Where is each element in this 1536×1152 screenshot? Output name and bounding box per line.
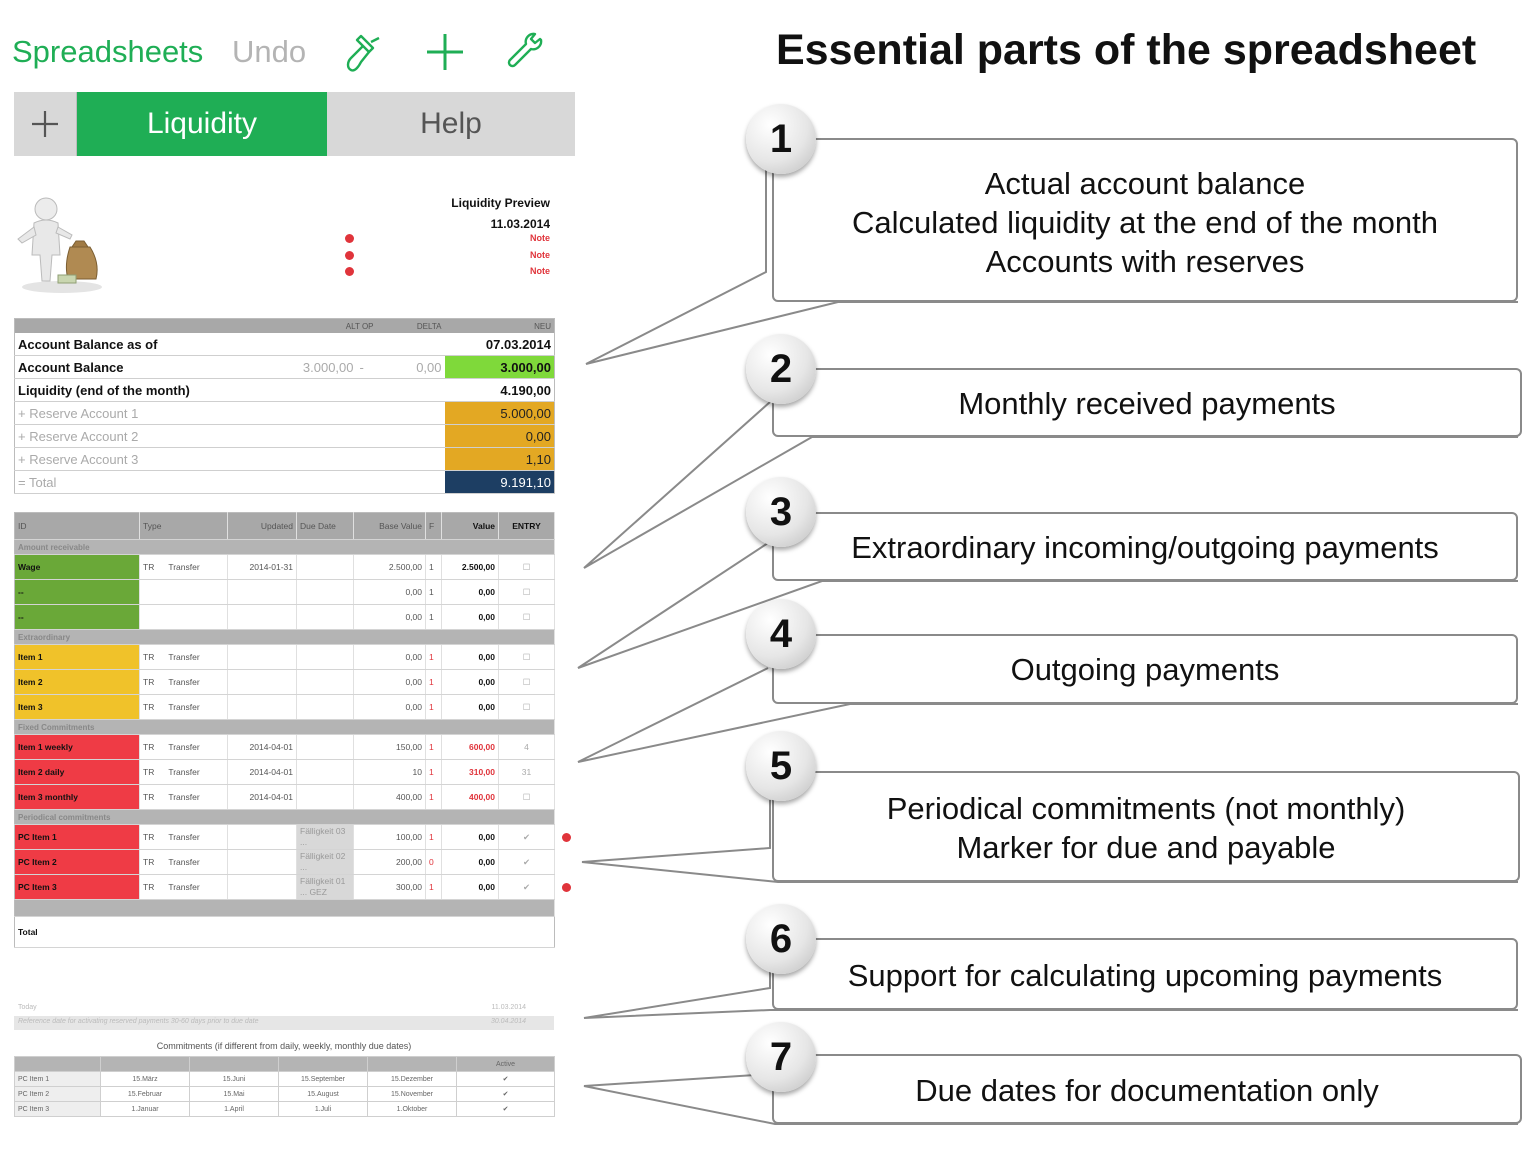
due-date-cell[interactable]: 15.August bbox=[279, 1087, 368, 1102]
badge-7: 7 bbox=[746, 1022, 816, 1092]
due-date-cell[interactable] bbox=[297, 695, 354, 720]
base-value-cell[interactable]: 100,00 bbox=[354, 825, 426, 850]
today-row bbox=[14, 1002, 554, 1016]
callout-text: Periodical commitments (not monthly) bbox=[886, 791, 1406, 826]
callout-5 bbox=[772, 771, 1520, 882]
base-value-cell[interactable]: 0,00 bbox=[354, 605, 426, 630]
today-value: 11.03.2014 bbox=[491, 1004, 526, 1011]
type-code: TR bbox=[143, 832, 155, 842]
column-header: ALT OP bbox=[277, 319, 377, 334]
type-label: Transfer bbox=[168, 677, 200, 687]
badge-4: 4 bbox=[746, 599, 816, 669]
badge-3: 3 bbox=[746, 477, 816, 547]
table-row bbox=[15, 760, 555, 785]
column-header: Value bbox=[442, 513, 499, 540]
row-label: Account Balance as of bbox=[15, 333, 277, 356]
callout-text: Extraordinary incoming/outgoing payments bbox=[851, 530, 1439, 565]
undo-button[interactable]: Undo bbox=[232, 34, 307, 69]
account-balance-table bbox=[14, 318, 555, 494]
type-label: Transfer bbox=[168, 792, 200, 802]
badge-2: 2 bbox=[746, 334, 816, 404]
table-row bbox=[15, 356, 555, 379]
reference-value: 30.04.2014 bbox=[490, 1018, 526, 1025]
liquidity-preview-date: 11.03.2014 bbox=[490, 217, 550, 231]
due-date-cell[interactable] bbox=[297, 735, 354, 760]
updated-cell[interactable] bbox=[228, 645, 297, 670]
type-cell[interactable] bbox=[140, 850, 228, 875]
due-date-cell[interactable]: 15.Juni bbox=[190, 1072, 279, 1087]
due-date-cell[interactable]: Fälligkeit 01 ... GEZ bbox=[297, 875, 354, 900]
brush-icon[interactable] bbox=[343, 32, 385, 74]
column-header: ENTRY bbox=[499, 513, 555, 540]
frequency-cell[interactable]: 1 bbox=[426, 875, 442, 900]
updated-cell[interactable]: 2014-01-31 bbox=[228, 555, 297, 580]
column-header: Base Value bbox=[354, 513, 426, 540]
entry-checkbox[interactable]: ☐ bbox=[499, 605, 555, 630]
tab-help[interactable]: Help bbox=[420, 107, 482, 140]
updated-cell[interactable] bbox=[228, 670, 297, 695]
note-label: Note bbox=[530, 233, 550, 243]
table-row bbox=[15, 695, 555, 720]
mascot-with-money-bag-image bbox=[12, 195, 112, 295]
table-row bbox=[15, 1102, 555, 1117]
column-header: Due Date bbox=[297, 513, 354, 540]
due-marker bbox=[562, 833, 571, 842]
column-header: NEU bbox=[445, 319, 555, 334]
entry-checkbox[interactable]: ✔ bbox=[499, 850, 555, 875]
column-header: ID bbox=[15, 513, 140, 540]
due-date-cell[interactable]: 1.April bbox=[190, 1102, 279, 1117]
frequency-cell[interactable]: 1 bbox=[426, 735, 442, 760]
active-checkbox[interactable]: ✔ bbox=[457, 1072, 555, 1087]
frequency-cell[interactable]: 1 bbox=[426, 605, 442, 630]
tab-liquidity[interactable]: Liquidity bbox=[77, 92, 327, 156]
row-label: + Reserve Account 3 bbox=[15, 448, 277, 471]
updated-cell[interactable]: 2014-04-01 bbox=[228, 760, 297, 785]
table-header-row bbox=[15, 319, 555, 334]
updated-cell[interactable] bbox=[228, 850, 297, 875]
frequency-cell[interactable]: 1 bbox=[426, 825, 442, 850]
base-value-cell[interactable]: 0,00 bbox=[354, 645, 426, 670]
column-header: DELTA bbox=[377, 319, 445, 334]
base-value-cell[interactable]: 0,00 bbox=[354, 670, 426, 695]
value-cell: 310,00 bbox=[442, 760, 499, 785]
reference-date-row bbox=[14, 1016, 554, 1030]
value-cell: 0,00 bbox=[442, 825, 499, 850]
value-cell: 0,00 bbox=[442, 670, 499, 695]
note-marker bbox=[345, 267, 354, 276]
table-row bbox=[15, 555, 555, 580]
type-label: Transfer bbox=[168, 857, 200, 867]
type-label: Transfer bbox=[168, 652, 200, 662]
callout-3 bbox=[772, 512, 1518, 581]
section-label: Extraordinary bbox=[15, 630, 555, 645]
type-label: Transfer bbox=[168, 832, 200, 842]
table-row bbox=[15, 333, 555, 356]
type-cell[interactable] bbox=[140, 580, 228, 605]
frequency-cell[interactable]: 1 bbox=[426, 785, 442, 810]
type-cell[interactable] bbox=[140, 555, 228, 580]
type-code: TR bbox=[143, 562, 155, 572]
frequency-cell[interactable]: 1 bbox=[426, 555, 442, 580]
badge-6: 6 bbox=[746, 904, 816, 974]
type-cell[interactable] bbox=[140, 735, 228, 760]
type-code: TR bbox=[143, 702, 155, 712]
due-date-cell[interactable] bbox=[297, 670, 354, 695]
type-cell[interactable] bbox=[140, 760, 228, 785]
commitments-caption: Commitments (if different from daily, weekly, monthly due dates) bbox=[156, 1041, 412, 1051]
base-value-cell[interactable]: 2.500,00 bbox=[354, 555, 426, 580]
column-header: Type bbox=[140, 513, 228, 540]
base-value-cell[interactable]: 0,00 bbox=[354, 580, 426, 605]
due-date-cell[interactable]: 15.März bbox=[101, 1072, 190, 1087]
table-row bbox=[15, 850, 555, 875]
item-id-cell[interactable]: Item 3 monthly bbox=[15, 785, 140, 810]
entry-checkbox[interactable]: ☐ bbox=[499, 555, 555, 580]
type-cell[interactable] bbox=[140, 645, 228, 670]
today-label: Today bbox=[18, 1004, 37, 1011]
type-code: TR bbox=[143, 652, 155, 662]
item-id-cell[interactable]: Item 3 bbox=[15, 695, 140, 720]
updated-cell[interactable] bbox=[228, 825, 297, 850]
entry-checkbox[interactable]: 4 bbox=[499, 735, 555, 760]
entry-checkbox[interactable]: ☐ bbox=[499, 580, 555, 605]
entry-checkbox[interactable]: ☐ bbox=[499, 695, 555, 720]
column-header: F bbox=[426, 513, 442, 540]
commitments-dates-table bbox=[14, 1056, 555, 1117]
add-sheet-button[interactable] bbox=[14, 92, 77, 156]
callout-1 bbox=[772, 138, 1518, 302]
base-value-cell[interactable]: 400,00 bbox=[354, 785, 426, 810]
base-value-cell[interactable]: 0,00 bbox=[354, 695, 426, 720]
note-marker bbox=[345, 234, 354, 243]
value-cell: 0,00 bbox=[442, 695, 499, 720]
item-id-cell[interactable]: Wage bbox=[15, 555, 140, 580]
total-row bbox=[15, 917, 555, 948]
table-row bbox=[15, 605, 555, 630]
spreadsheet-app bbox=[0, 0, 590, 1152]
type-cell[interactable] bbox=[140, 605, 228, 630]
entry-checkbox[interactable]: ✔ bbox=[499, 825, 555, 850]
due-date-cell[interactable] bbox=[297, 760, 354, 785]
table-row bbox=[15, 471, 555, 494]
wrench-icon[interactable] bbox=[505, 32, 547, 74]
base-value-cell[interactable]: 200,00 bbox=[354, 850, 426, 875]
due-date-cell[interactable]: 1.Oktober bbox=[368, 1102, 457, 1117]
liquidity-preview-title: Liquidity Preview bbox=[451, 196, 550, 210]
value-cell: 2.500,00 bbox=[442, 555, 499, 580]
section-header-row bbox=[15, 810, 555, 825]
table-row bbox=[15, 670, 555, 695]
value-cell: 0,00 bbox=[442, 580, 499, 605]
note-marker bbox=[345, 251, 354, 260]
value-cell: 0,00 bbox=[442, 605, 499, 630]
row-label: + Reserve Account 1 bbox=[15, 402, 277, 425]
value-cell: 0,00 bbox=[442, 645, 499, 670]
type-cell[interactable] bbox=[140, 670, 228, 695]
column-header: Updated bbox=[228, 513, 297, 540]
reserve-account-2-cell[interactable]: 0,00 bbox=[445, 425, 555, 448]
callout-text: Outgoing payments bbox=[1010, 652, 1280, 687]
item-id-cell[interactable]: PC Item 1 bbox=[15, 825, 140, 850]
item-id-cell[interactable]: -- bbox=[15, 605, 140, 630]
callout-4 bbox=[772, 634, 1518, 704]
item-id-cell[interactable]: Item 2 daily bbox=[15, 760, 140, 785]
type-label: Transfer bbox=[168, 562, 200, 572]
table-header-row bbox=[15, 513, 555, 540]
due-date-cell[interactable] bbox=[297, 785, 354, 810]
updated-cell[interactable]: 2014-04-01 bbox=[228, 785, 297, 810]
commitment-name-cell[interactable]: PC Item 3 bbox=[15, 1102, 101, 1117]
updated-cell[interactable]: 2014-04-01 bbox=[228, 735, 297, 760]
type-code: TR bbox=[143, 882, 155, 892]
type-code: TR bbox=[143, 792, 155, 802]
table-header-row bbox=[15, 1057, 555, 1072]
add-icon[interactable] bbox=[424, 31, 466, 73]
item-id-cell[interactable]: Item 1 bbox=[15, 645, 140, 670]
badge-5: 5 bbox=[746, 731, 816, 801]
frequency-cell[interactable]: 1 bbox=[426, 670, 442, 695]
item-id-cell[interactable]: -- bbox=[15, 580, 140, 605]
table-row bbox=[15, 1087, 555, 1102]
type-cell[interactable] bbox=[140, 875, 228, 900]
value-cell: 0,00 bbox=[442, 875, 499, 900]
separator-cell: - bbox=[357, 356, 377, 379]
section-label: Amount receivable bbox=[15, 540, 555, 555]
type-label: Transfer bbox=[168, 767, 200, 777]
entry-checkbox[interactable]: ✔ bbox=[499, 875, 555, 900]
commitment-name-cell[interactable]: PC Item 1 bbox=[15, 1072, 101, 1087]
type-label: Transfer bbox=[168, 702, 200, 712]
table-row bbox=[15, 448, 555, 471]
entry-checkbox[interactable]: ☐ bbox=[499, 785, 555, 810]
type-label: Transfer bbox=[168, 742, 200, 752]
updated-cell[interactable] bbox=[228, 695, 297, 720]
row-label: Account Balance bbox=[15, 356, 277, 379]
reserve-account-3-cell[interactable]: 1,10 bbox=[445, 448, 555, 471]
type-code: TR bbox=[143, 742, 155, 752]
due-date-cell[interactable] bbox=[297, 580, 354, 605]
section-header-row bbox=[15, 720, 555, 735]
frequency-cell[interactable]: 1 bbox=[426, 645, 442, 670]
annotation-title: Essential parts of the spreadsheet bbox=[776, 26, 1477, 74]
type-cell[interactable] bbox=[140, 825, 228, 850]
frequency-cell[interactable]: 1 bbox=[426, 760, 442, 785]
due-date-cell[interactable] bbox=[297, 555, 354, 580]
section-label: Periodical commitments bbox=[15, 810, 555, 825]
commitment-name-cell[interactable]: PC Item 2 bbox=[15, 1087, 101, 1102]
callout-6 bbox=[772, 938, 1518, 1010]
updated-cell[interactable] bbox=[228, 580, 297, 605]
account-balance-cell[interactable]: 3.000,00 bbox=[445, 356, 555, 379]
item-id-cell[interactable]: PC Item 3 bbox=[15, 875, 140, 900]
table-row bbox=[15, 735, 555, 760]
delta-cell: 0,00 bbox=[377, 356, 445, 379]
updated-cell[interactable] bbox=[228, 875, 297, 900]
column-header: Active bbox=[457, 1057, 555, 1072]
callout-7 bbox=[772, 1054, 1522, 1124]
callout-2 bbox=[772, 368, 1522, 437]
callout-text: Calculated liquidity at the end of the month bbox=[852, 205, 1438, 240]
due-date-cell[interactable]: 15.September bbox=[279, 1072, 368, 1087]
row-label: = Total bbox=[15, 471, 277, 494]
due-date-cell[interactable]: 15.Dezember bbox=[368, 1072, 457, 1087]
callout-text: Support for calculating upcoming payments bbox=[847, 958, 1443, 993]
table-row bbox=[15, 785, 555, 810]
type-code: TR bbox=[143, 857, 155, 867]
callout-text: Marker for due and payable bbox=[956, 830, 1336, 865]
table-row bbox=[15, 425, 555, 448]
due-date-cell[interactable]: 1.Januar bbox=[101, 1102, 190, 1117]
due-date-cell[interactable] bbox=[297, 605, 354, 630]
type-code: TR bbox=[143, 767, 155, 777]
due-date-cell[interactable]: Fälligkeit 02 ... bbox=[297, 850, 354, 875]
table-row bbox=[15, 825, 555, 850]
section-header-row bbox=[15, 540, 555, 555]
entry-checkbox[interactable]: ☐ bbox=[499, 670, 555, 695]
item-id-cell[interactable]: Item 1 weekly bbox=[15, 735, 140, 760]
old-value-cell: 3.000,00 bbox=[277, 356, 357, 379]
value-cell: 600,00 bbox=[442, 735, 499, 760]
base-value-cell[interactable]: 150,00 bbox=[354, 735, 426, 760]
type-code: TR bbox=[143, 677, 155, 687]
total-label: Total bbox=[15, 917, 555, 948]
total-cell: 9.191,10 bbox=[445, 471, 555, 494]
due-date-cell[interactable]: 1.Juli bbox=[279, 1102, 368, 1117]
due-date-cell[interactable]: Fälligkeit 03 ... bbox=[297, 825, 354, 850]
section-label: Fixed Commitments bbox=[15, 720, 555, 735]
spacer-row bbox=[15, 900, 555, 917]
frequency-cell[interactable]: 1 bbox=[426, 695, 442, 720]
spreadsheets-button[interactable]: Spreadsheets bbox=[12, 34, 204, 69]
entry-checkbox[interactable]: 31 bbox=[499, 760, 555, 785]
reference-label: Reference date for activating reserved payments 30-60 days prior to due date bbox=[18, 1018, 259, 1025]
active-checkbox[interactable]: ✔ bbox=[457, 1087, 555, 1102]
plus-icon bbox=[30, 109, 60, 139]
entry-checkbox[interactable]: ☐ bbox=[499, 645, 555, 670]
due-date-cell[interactable]: 15.November bbox=[368, 1087, 457, 1102]
table-row bbox=[15, 1072, 555, 1087]
type-cell[interactable] bbox=[140, 785, 228, 810]
item-id-cell[interactable]: Item 2 bbox=[15, 670, 140, 695]
base-value-cell[interactable]: 10 bbox=[354, 760, 426, 785]
callout-text: Monthly received payments bbox=[958, 386, 1336, 421]
callout-text: Actual account balance bbox=[984, 166, 1306, 201]
table-row bbox=[15, 402, 555, 425]
callout-text: Due dates for documentation only bbox=[915, 1073, 1379, 1108]
table-row bbox=[15, 580, 555, 605]
type-cell[interactable] bbox=[140, 695, 228, 720]
badge-1: 1 bbox=[746, 104, 816, 174]
section-header-row bbox=[15, 630, 555, 645]
note-label: Note bbox=[530, 266, 550, 276]
value-cell: 400,00 bbox=[442, 785, 499, 810]
updated-cell[interactable] bbox=[228, 605, 297, 630]
due-date-cell[interactable]: 15.Mai bbox=[190, 1087, 279, 1102]
due-date-cell[interactable] bbox=[297, 645, 354, 670]
table-row bbox=[15, 645, 555, 670]
note-label: Note bbox=[530, 250, 550, 260]
item-id-cell[interactable]: PC Item 2 bbox=[15, 850, 140, 875]
frequency-cell[interactable]: 0 bbox=[426, 850, 442, 875]
table-row bbox=[15, 875, 555, 900]
frequency-cell[interactable]: 1 bbox=[426, 580, 442, 605]
due-date-cell[interactable]: 15.Februar bbox=[101, 1087, 190, 1102]
liquidity-cell: 4.190,00 bbox=[445, 379, 555, 402]
row-label: + Reserve Account 2 bbox=[15, 425, 277, 448]
balance-date-cell[interactable]: 07.03.2014 bbox=[445, 333, 555, 356]
payments-table bbox=[14, 512, 555, 948]
active-checkbox[interactable]: ✔ bbox=[457, 1102, 555, 1117]
base-value-cell[interactable]: 300,00 bbox=[354, 875, 426, 900]
value-cell: 0,00 bbox=[442, 850, 499, 875]
type-label: Transfer bbox=[168, 882, 200, 892]
due-marker bbox=[562, 883, 571, 892]
callout-text: Accounts with reserves bbox=[985, 244, 1305, 279]
reserve-account-1-cell[interactable]: 5.000,00 bbox=[445, 402, 555, 425]
row-label: Liquidity (end of the month) bbox=[15, 379, 277, 402]
table-row bbox=[15, 379, 555, 402]
